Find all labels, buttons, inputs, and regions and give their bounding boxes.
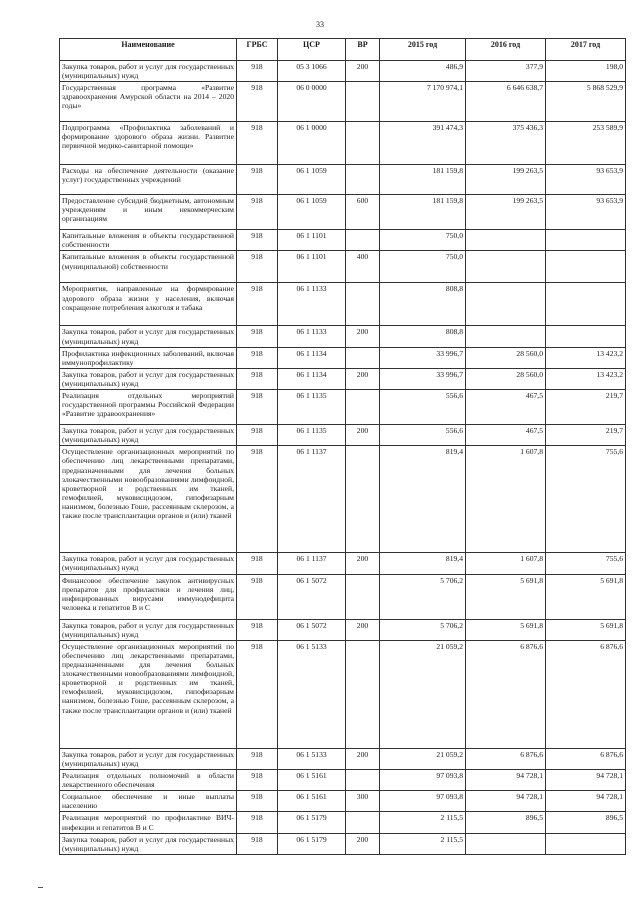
cell-y2016: 467,5 bbox=[466, 425, 546, 446]
cell-y2016: 377,9 bbox=[466, 61, 546, 82]
cell-grbs: 918 bbox=[237, 122, 278, 165]
cell-csr: 06 1 1133 bbox=[278, 326, 346, 347]
cell-name: Капитальные вложения в объекты государственной собственности bbox=[60, 230, 237, 251]
table-row bbox=[60, 425, 626, 446]
cell-y2017: 6 876,6 bbox=[546, 640, 626, 748]
cell-y2015: 2 115,5 bbox=[380, 812, 466, 833]
cell-name: Подпрограмма «Профилактика заболеваний и формирование здорового образа жизни. Развитие первичной медико-санитарной помощи» bbox=[60, 122, 237, 165]
cell-y2017: 13 423,2 bbox=[546, 368, 626, 389]
table-row bbox=[60, 195, 626, 230]
cell-y2015: 750,0 bbox=[380, 230, 466, 251]
cell-y2015: 808,8 bbox=[380, 283, 466, 326]
cell-csr: 06 1 5133 bbox=[278, 640, 346, 748]
cell-vr: 600 bbox=[346, 195, 380, 230]
table-row bbox=[60, 347, 626, 368]
table-row bbox=[60, 574, 626, 619]
cell-y2017 bbox=[546, 326, 626, 347]
cell-y2016: 28 560,0 bbox=[466, 368, 546, 389]
cell-csr: 06 1 1134 bbox=[278, 347, 346, 368]
header-vr: ВР bbox=[346, 39, 380, 61]
header-grbs: ГРБС bbox=[237, 39, 278, 61]
cell-csr: 06 1 1137 bbox=[278, 446, 346, 553]
cell-y2015: 21 059,2 bbox=[380, 748, 466, 769]
cell-y2015: 21 059,2 bbox=[380, 640, 466, 748]
cell-y2017 bbox=[546, 230, 626, 251]
cell-grbs: 918 bbox=[237, 769, 278, 790]
cell-vr: 200 bbox=[346, 833, 380, 854]
cell-name: Мероприятия, направленные на формирование здорового образа жизни у населения, включая сокращение потребления алкоголя и табака bbox=[60, 283, 237, 326]
cell-name: Закупка товаров, работ и услуг для государственных (муниципальных) нужд bbox=[60, 553, 237, 574]
cell-name: Капитальные вложения в объекты государственной (муниципальной) собственности bbox=[60, 251, 237, 283]
cell-grbs: 918 bbox=[237, 833, 278, 854]
table-row bbox=[60, 326, 626, 347]
cell-grbs: 918 bbox=[237, 326, 278, 347]
cell-y2016 bbox=[466, 283, 546, 326]
cell-name: Социальное обеспечение и иные выплаты населению bbox=[60, 791, 237, 812]
cell-csr: 06 1 1135 bbox=[278, 390, 346, 425]
cell-grbs: 918 bbox=[237, 390, 278, 425]
table-row bbox=[60, 82, 626, 122]
cell-name: Финансовое обеспечение закупок антивирусных препаратов для профилактики и лечения лиц, инфицированных вирусами иммунодефицита человека и гепатитов В и С bbox=[60, 574, 237, 619]
cell-y2016: 467,5 bbox=[466, 390, 546, 425]
cell-y2016: 6 876,6 bbox=[466, 748, 546, 769]
cell-csr: 06 1 1101 bbox=[278, 230, 346, 251]
cell-y2017 bbox=[546, 833, 626, 854]
table-row bbox=[60, 619, 626, 640]
cell-y2015: 819,4 bbox=[380, 446, 466, 553]
cell-csr: 06 1 1135 bbox=[278, 425, 346, 446]
cell-vr: 200 bbox=[346, 368, 380, 389]
table-row bbox=[60, 812, 626, 833]
table-row bbox=[60, 122, 626, 165]
cell-csr: 05 3 1066 bbox=[278, 61, 346, 82]
table-row bbox=[60, 769, 626, 790]
cell-grbs: 918 bbox=[237, 368, 278, 389]
cell-y2016 bbox=[466, 833, 546, 854]
cell-vr bbox=[346, 390, 380, 425]
cell-name: Реализация отдельных полномочий в области лекарственного обеспечения bbox=[60, 769, 237, 790]
cell-vr bbox=[346, 812, 380, 833]
table-row bbox=[60, 446, 626, 553]
cell-grbs: 918 bbox=[237, 165, 278, 195]
cell-grbs: 918 bbox=[237, 553, 278, 574]
cell-name: Закупка товаров, работ и услуг для государственных (муниципальных) нужд bbox=[60, 326, 237, 347]
cell-y2015: 486,9 bbox=[380, 61, 466, 82]
cell-y2016: 94 728,1 bbox=[466, 791, 546, 812]
cell-y2015: 33 996,7 bbox=[380, 347, 466, 368]
cell-name: Осуществление организационных мероприятий по обеспечению лиц лекарственными препаратами, предназначенными для лечения больных злокачественными новообразованиями лимфоидной, кроветворной и родственных им тканей, гемофилией, муковисцидозом, гипофизарным нанизмом, болезнью Гоше, рассеянным склерозом, а также после трансплантации органов и (или) тканей bbox=[60, 640, 237, 748]
cell-y2015: 97 093,8 bbox=[380, 791, 466, 812]
cell-y2015: 33 996,7 bbox=[380, 368, 466, 389]
cell-y2015: 808,8 bbox=[380, 326, 466, 347]
cell-grbs: 918 bbox=[237, 791, 278, 812]
cell-name: Предоставление субсидий бюджетным, автономным учреждениям и иным некоммерческим организациям bbox=[60, 195, 237, 230]
cell-vr: 200 bbox=[346, 425, 380, 446]
cell-grbs: 918 bbox=[237, 619, 278, 640]
cell-csr: 06 1 1133 bbox=[278, 283, 346, 326]
cell-vr bbox=[346, 230, 380, 251]
cell-csr: 06 1 1059 bbox=[278, 165, 346, 195]
cell-y2017 bbox=[546, 283, 626, 326]
cell-y2017: 219,7 bbox=[546, 425, 626, 446]
cell-y2015: 97 093,8 bbox=[380, 769, 466, 790]
cell-vr: 200 bbox=[346, 326, 380, 347]
cell-y2015: 181 159,8 bbox=[380, 165, 466, 195]
cell-vr bbox=[346, 82, 380, 122]
cell-grbs: 918 bbox=[237, 195, 278, 230]
page-number: 33 bbox=[316, 20, 324, 29]
cell-y2017: 253 589,9 bbox=[546, 122, 626, 165]
cell-grbs: 918 bbox=[237, 82, 278, 122]
table-row bbox=[60, 791, 626, 812]
cell-name: Расходы на обеспечение деятельности (оказание услуг) государственных учреждений bbox=[60, 165, 237, 195]
cell-y2017: 5 868 529,9 bbox=[546, 82, 626, 122]
cell-name: Закупка товаров, работ и услуг для государственных (муниципальных) нужд bbox=[60, 748, 237, 769]
table-row bbox=[60, 165, 626, 195]
cell-grbs: 918 bbox=[237, 425, 278, 446]
header-2017: 2017 год bbox=[546, 39, 626, 61]
cell-y2016 bbox=[466, 326, 546, 347]
cell-y2016: 28 560,0 bbox=[466, 347, 546, 368]
header-2016: 2016 год bbox=[466, 39, 546, 61]
table-row bbox=[60, 251, 626, 283]
cell-grbs: 918 bbox=[237, 574, 278, 619]
cell-y2017: 896,5 bbox=[546, 812, 626, 833]
cell-y2015: 2 115,5 bbox=[380, 833, 466, 854]
cell-name: Закупка товаров, работ и услуг для государственных (муниципальных) нужд bbox=[60, 833, 237, 854]
cell-y2016: 1 607,8 bbox=[466, 553, 546, 574]
cell-name: Закупка товаров, работ и услуг для государственных (муниципальных) нужд bbox=[60, 368, 237, 389]
cell-vr bbox=[346, 574, 380, 619]
budget-table bbox=[59, 38, 626, 855]
cell-y2016: 5 691,8 bbox=[466, 619, 546, 640]
cell-y2016: 94 728,1 bbox=[466, 769, 546, 790]
cell-y2016: 1 607,8 bbox=[466, 446, 546, 553]
cell-grbs: 918 bbox=[237, 812, 278, 833]
cell-y2017: 219,7 bbox=[546, 390, 626, 425]
cell-y2015: 556,6 bbox=[380, 425, 466, 446]
cell-y2015: 7 170 974,1 bbox=[380, 82, 466, 122]
cell-vr bbox=[346, 122, 380, 165]
cell-grbs: 918 bbox=[237, 347, 278, 368]
cell-y2017: 5 691,8 bbox=[546, 574, 626, 619]
cell-csr: 06 1 5072 bbox=[278, 619, 346, 640]
cell-csr: 06 1 5179 bbox=[278, 833, 346, 854]
table-row bbox=[60, 640, 626, 748]
cell-y2016: 5 691,8 bbox=[466, 574, 546, 619]
cell-grbs: 918 bbox=[237, 283, 278, 326]
scan-mark bbox=[38, 887, 43, 888]
cell-vr bbox=[346, 640, 380, 748]
cell-grbs: 918 bbox=[237, 61, 278, 82]
cell-y2017: 93 653,9 bbox=[546, 165, 626, 195]
cell-name: Государственная программа «Развитие здравоохранения Амурской области на 2014 – 2020 годы» bbox=[60, 82, 237, 122]
cell-vr bbox=[346, 165, 380, 195]
cell-y2015: 5 706,2 bbox=[380, 619, 466, 640]
cell-y2016: 199 263,5 bbox=[466, 165, 546, 195]
cell-name: Профилактика инфекционных заболеваний, включая иммунопрофилактику bbox=[60, 347, 237, 368]
table-row bbox=[60, 748, 626, 769]
cell-vr bbox=[346, 769, 380, 790]
cell-y2015: 181 159,8 bbox=[380, 195, 466, 230]
header-name: Наименование bbox=[60, 39, 237, 61]
cell-y2015: 5 706,2 bbox=[380, 574, 466, 619]
cell-y2017: 94 728,1 bbox=[546, 769, 626, 790]
cell-y2017: 5 691,8 bbox=[546, 619, 626, 640]
table-row bbox=[60, 283, 626, 326]
cell-csr: 06 1 5179 bbox=[278, 812, 346, 833]
cell-y2017: 198,0 bbox=[546, 61, 626, 82]
table-row bbox=[60, 390, 626, 425]
cell-y2015: 556,6 bbox=[380, 390, 466, 425]
cell-vr bbox=[346, 347, 380, 368]
cell-y2015: 391 474,3 bbox=[380, 122, 466, 165]
cell-y2015: 819,4 bbox=[380, 553, 466, 574]
cell-csr: 06 1 5161 bbox=[278, 769, 346, 790]
table-header-row bbox=[60, 39, 626, 61]
cell-y2017 bbox=[546, 251, 626, 283]
cell-name: Реализация отдельных мероприятий государственной программы Российской Федерации «Развитие здравоохранения» bbox=[60, 390, 237, 425]
cell-name: Реализация мероприятий по профилактике ВИЧ-инфекции и гепатитов В и С bbox=[60, 812, 237, 833]
header-csr: ЦСР bbox=[278, 39, 346, 61]
cell-y2017: 755,6 bbox=[546, 553, 626, 574]
cell-csr: 06 1 0000 bbox=[278, 122, 346, 165]
cell-vr bbox=[346, 283, 380, 326]
cell-vr: 200 bbox=[346, 619, 380, 640]
cell-y2016: 199 263,5 bbox=[466, 195, 546, 230]
table-row bbox=[60, 230, 626, 251]
cell-y2017: 93 653,9 bbox=[546, 195, 626, 230]
cell-grbs: 918 bbox=[237, 748, 278, 769]
cell-y2016: 375 436,3 bbox=[466, 122, 546, 165]
cell-vr: 300 bbox=[346, 791, 380, 812]
cell-csr: 06 1 1101 bbox=[278, 251, 346, 283]
cell-vr: 400 bbox=[346, 251, 380, 283]
cell-y2017: 13 423,2 bbox=[546, 347, 626, 368]
cell-y2017: 755,6 bbox=[546, 446, 626, 553]
cell-name: Осуществление организационных мероприятий по обеспечению лиц лекарственными препаратами, предназначенными для лечения больных злокачественными новообразованиями лимфоидной, кроветворной и родственных им тканей, гемофилией, муковисцидозом, гипофизарным нанизмом, болезнью Гоше, рассеянным склерозом, а также после трансплантации органов и (или) тканей bbox=[60, 446, 237, 553]
cell-csr: 06 0 0000 bbox=[278, 82, 346, 122]
cell-name: Закупка товаров, работ и услуг для государственных (муниципальных) нужд bbox=[60, 61, 237, 82]
table-row bbox=[60, 368, 626, 389]
cell-grbs: 918 bbox=[237, 446, 278, 553]
cell-name: Закупка товаров, работ и услуг для государственных (муниципальных) нужд bbox=[60, 619, 237, 640]
cell-csr: 06 1 1137 bbox=[278, 553, 346, 574]
cell-y2016: 6 646 638,7 bbox=[466, 82, 546, 122]
cell-grbs: 918 bbox=[237, 230, 278, 251]
cell-y2015: 750,0 bbox=[380, 251, 466, 283]
cell-y2017: 94 728,1 bbox=[546, 791, 626, 812]
cell-grbs: 918 bbox=[237, 640, 278, 748]
cell-vr: 200 bbox=[346, 61, 380, 82]
cell-vr: 200 bbox=[346, 748, 380, 769]
cell-vr: 200 bbox=[346, 553, 380, 574]
cell-vr bbox=[346, 446, 380, 553]
cell-y2016 bbox=[466, 251, 546, 283]
header-2015: 2015 год bbox=[380, 39, 466, 61]
cell-csr: 06 1 5133 bbox=[278, 748, 346, 769]
cell-csr: 06 1 1059 bbox=[278, 195, 346, 230]
table-row bbox=[60, 833, 626, 854]
cell-y2016 bbox=[466, 230, 546, 251]
cell-y2017: 6 876,6 bbox=[546, 748, 626, 769]
cell-y2016: 896,5 bbox=[466, 812, 546, 833]
table-row bbox=[60, 61, 626, 82]
cell-y2016: 6 876,6 bbox=[466, 640, 546, 748]
cell-name: Закупка товаров, работ и услуг для государственных (муниципальных) нужд bbox=[60, 425, 237, 446]
cell-csr: 06 1 5072 bbox=[278, 574, 346, 619]
table-row bbox=[60, 553, 626, 574]
cell-csr: 06 1 5161 bbox=[278, 791, 346, 812]
cell-csr: 06 1 1134 bbox=[278, 368, 346, 389]
cell-grbs: 918 bbox=[237, 251, 278, 283]
